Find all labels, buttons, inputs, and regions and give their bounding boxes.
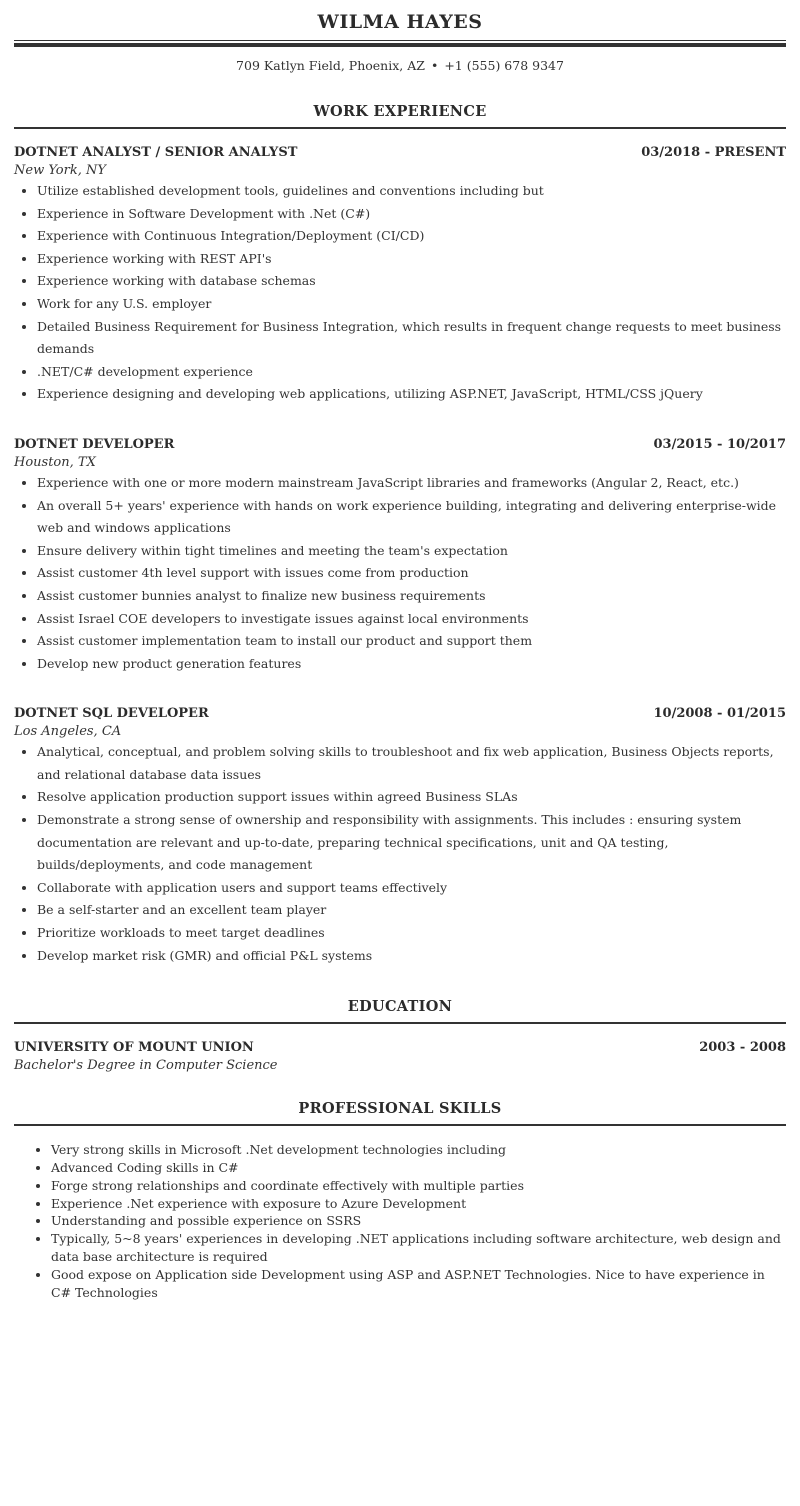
job-bullet: • Assist customer 4th level support with issues come from production: [37, 562, 786, 585]
job-bullet: • Assist customer bunnies analyst to finalize new business requirements: [37, 585, 786, 608]
section-divider: [14, 1022, 786, 1024]
job-entry: [14, 705, 786, 967]
job-bullet: • Assist customer implementation team to install our product and support them: [37, 630, 786, 653]
job-dates: 10/2008 - 01/2015: [653, 706, 786, 722]
section-title-work-experience: WORK EXPERIENCE: [313, 103, 487, 120]
job-bullet: • Collaborate with application users and support teams effectively: [37, 877, 786, 900]
section-title-professional-skills: PROFESSIONAL SKILLS: [298, 1100, 502, 1118]
job-bullet: • Detailed Business Requirement for Business Integration, which results in frequent change requests to meet business demands: [37, 316, 786, 361]
job-bullet: • Resolve application production support issues within agreed Business SLAs: [37, 786, 786, 809]
job-bullet: • .NET/C# development experience: [37, 361, 786, 384]
job-bullet: • Develop new product generation features: [37, 653, 786, 676]
job-header: [14, 436, 786, 454]
skills-section: [14, 1098, 786, 1301]
skill-item: • Advanced Coding skills in C#: [51, 1159, 786, 1177]
job-bullet: • Experience designing and developing web applications, utilizing ASP.NET, JavaScript, HTML/CSS jQuery: [37, 383, 786, 406]
job-bullet: • Be a self-starter and an excellent team player: [37, 899, 786, 922]
job-bullet: • Demonstrate a strong sense of ownership and responsibility with assignments. This includes : ensuring system documentation are relevant and up-to-date, preparing technical specifications, unit and QA testing, builds/deployments, and code management: [37, 809, 786, 877]
job-location: Houston, TX: [14, 454, 96, 470]
job-bullets: [14, 472, 786, 675]
job-bullet: • Prioritize workloads to meet target deadlines: [37, 922, 786, 945]
job-bullet: • Utilize established development tools, guidelines and conventions including but: [37, 180, 786, 203]
education-entry: [14, 1039, 786, 1075]
job-location: Los Angeles, CA: [14, 724, 122, 740]
job-bullets: [14, 180, 786, 406]
job-dates: 03/2015 - 10/2017: [653, 436, 786, 452]
job-entry: [14, 144, 786, 406]
school-name: UNIVERSITY OF MOUNT UNION: [14, 1040, 254, 1056]
section-divider: [14, 127, 786, 129]
job-bullet: • An overall 5+ years' experience with hands on work experience building, integrating and delivering enterprise-wide web and windows applications: [37, 495, 786, 540]
skill-item: • Understanding and possible experience on SSRS: [51, 1212, 786, 1230]
contact-line: [14, 57, 786, 75]
job-title: DOTNET DEVELOPER: [14, 436, 175, 452]
job-header: [14, 144, 786, 162]
job-title: DOTNET SQL DEVELOPER: [14, 706, 209, 722]
skill-item: • Very strong skills in Microsoft .Net development technologies including: [51, 1141, 786, 1159]
job-header: [14, 705, 786, 723]
job-bullet: • Assist Israel COE developers to investigate issues against local environments: [37, 608, 786, 631]
education-header: [14, 1039, 786, 1057]
job-bullet: • Experience with one or more modern mainstream JavaScript libraries and frameworks (Angular 2, React, etc.): [37, 472, 786, 495]
section-divider: [14, 1124, 786, 1126]
job-dates: 03/2018 - PRESENT: [641, 145, 786, 160]
skill-item: • Experience .Net experience with exposure to Azure Development: [51, 1195, 786, 1213]
skill-item: • Forge strong relationships and coordinate effectively with multiple parties: [51, 1177, 786, 1195]
job-entry: [14, 436, 786, 675]
name-divider: [14, 40, 786, 47]
job-bullets: [14, 741, 786, 967]
candidate-name: WILMA HAYES: [317, 11, 483, 33]
job-bullet: • Work for any U.S. employer: [37, 293, 786, 316]
job-bullet: • Experience working with REST API's: [37, 248, 786, 271]
skills-list: [14, 1141, 786, 1301]
skill-item: • Typically, 5~8 years' experiences in developing .NET applications including software architecture, web design and data base architecture is required: [51, 1230, 786, 1266]
job-bullet: • Analytical, conceptual, and problem solving skills to troubleshoot and fix web application, Business Objects reports, and relational database data issues: [37, 741, 786, 786]
work-experience-section: [14, 101, 786, 967]
skill-item: • Good expose on Application side Development using ASP and ASP.NET Technologies. Nice to have experience in C# Technologies: [51, 1266, 786, 1302]
job-bullet: • Ensure delivery within tight timelines and meeting the team's expectation: [37, 540, 786, 563]
resume-page: [14, 0, 786, 1301]
job-title: DOTNET ANALYST / SENIOR ANALYST: [14, 145, 298, 160]
job-location: New York, NY: [14, 163, 106, 178]
job-bullet: • Develop market risk (GMR) and official P&L systems: [37, 945, 786, 968]
job-bullet: • Experience working with database schemas: [37, 270, 786, 293]
job-bullet: • Experience with Continuous Integration/Deployment (CI/CD): [37, 225, 786, 248]
address: 709 Katlyn Field, Phoenix, AZ: [236, 58, 425, 73]
education-section: [14, 996, 786, 1075]
phone: +1 (555) 678 9347: [444, 58, 564, 73]
education-years: 2003 - 2008: [699, 1040, 786, 1056]
contact-separator: •: [430, 58, 439, 73]
section-title-education: EDUCATION: [347, 998, 453, 1016]
degree: Bachelor's Degree in Computer Science: [14, 1058, 278, 1074]
job-bullet: • Experience in Software Development with .Net (C#): [37, 203, 786, 226]
